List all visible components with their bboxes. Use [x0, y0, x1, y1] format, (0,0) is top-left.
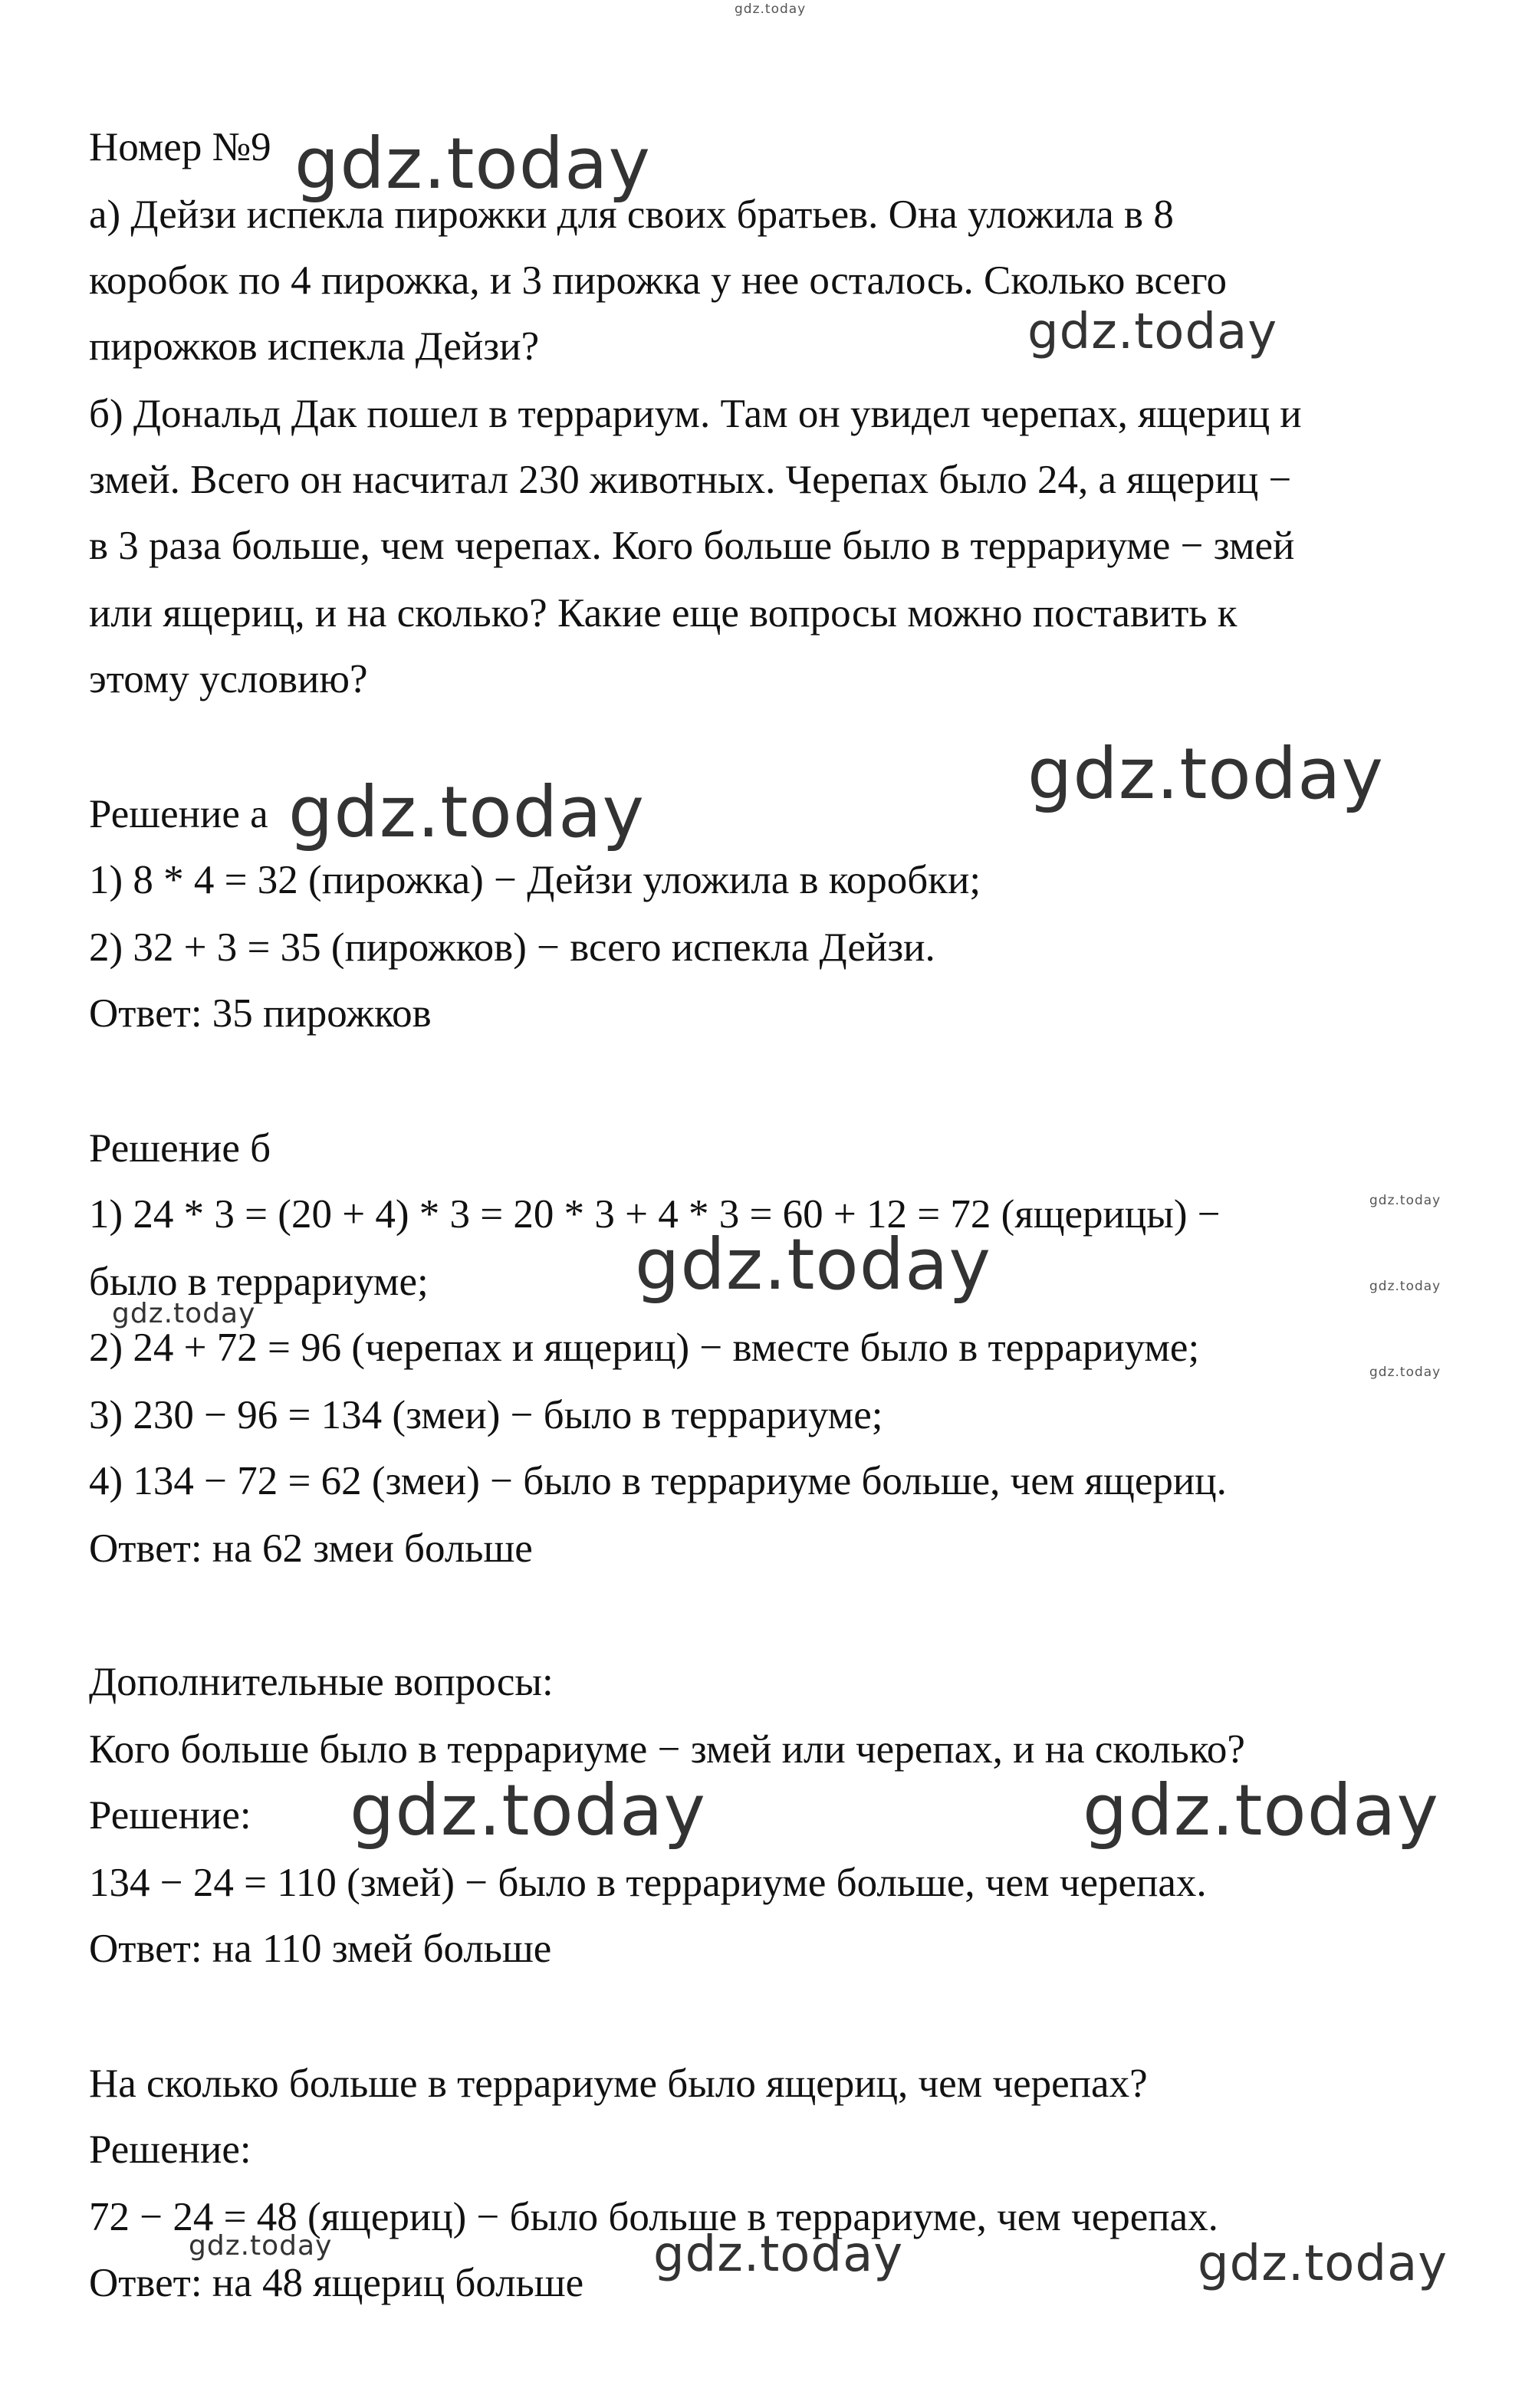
solution-a-heading: Решение а: [89, 792, 268, 836]
solution-b-step-3: 3) 230 − 96 = 134 (змеи) − было в террариуме;: [89, 1393, 883, 1437]
extra-q1-label: Решение:: [89, 1793, 251, 1838]
watermark: gdz.today: [635, 1224, 991, 1306]
solution-b-step-2: 2) 24 + 72 = 96 (черепах и ящериц) − вместе было в террариуме;: [89, 1326, 1200, 1370]
extra-q2-label: Решение:: [89, 2127, 251, 2172]
solution-a-answer: Ответ: 35 пирожков: [89, 991, 432, 1036]
watermark: gdz.today: [653, 2226, 904, 2283]
extra-q1-answer: Ответ: на 110 змей больше: [89, 1927, 552, 1971]
task-a-line-1: а) Дейзи испекла пирожки для своих братьев. Она уложила в 8: [89, 192, 1174, 237]
solution-b-step-4: 4) 134 − 72 = 62 (змеи) − было в террариуме больше, чем ящериц.: [89, 1459, 1227, 1503]
watermark: gdz.today: [294, 123, 651, 205]
extra-q2-step: 72 − 24 = 48 (ящериц) − было больше в террариуме, чем черепах.: [89, 2195, 1218, 2239]
task-b-line-2: змей. Всего он насчитал 230 животных. Черепах было 24, а ящериц −: [89, 458, 1292, 502]
task-title: Номер №9: [89, 125, 271, 169]
watermark: gdz.today: [350, 1769, 706, 1851]
watermark: gdz.today: [735, 2, 807, 17]
extra-heading: Дополнительные вопросы:: [89, 1660, 554, 1704]
watermark: gdz.today: [112, 1298, 256, 1329]
task-b-line-3: в 3 раза больше, чем черепах. Кого больше было в террариуме − змей: [89, 524, 1295, 568]
task-b-line-1: б) Дональд Дак пошел в террариум. Там он увидел черепах, ящериц и: [89, 392, 1302, 436]
watermark: gdz.today: [1369, 1193, 1441, 1208]
extra-q2-question: На сколько больше в террариуме было ящериц, чем черепах?: [89, 2061, 1148, 2106]
task-a-line-2: коробок по 4 пирожка, и 3 пирожка у нее осталось. Сколько всего: [89, 258, 1227, 303]
extra-q1-step: 134 − 24 = 110 (змей) − было в террариуме больше, чем черепах.: [89, 1861, 1207, 1905]
watermark: gdz.today: [1198, 2236, 1448, 2292]
watermark: gdz.today: [1083, 1769, 1439, 1851]
solution-b-step-1: 1) 24 * 3 = (20 + 4) * 3 = 20 * 3 + 4 * 3 = 60 + 12 = 72 (ящерицы) −: [89, 1192, 1221, 1237]
watermark: gdz.today: [1369, 1279, 1441, 1294]
solution-a-step-1: 1) 8 * 4 = 32 (пирожка) − Дейзи уложила в коробки;: [89, 858, 981, 902]
solution-b-heading: Решение б: [89, 1126, 271, 1171]
solution-a-step-2: 2) 32 + 3 = 35 (пирожков) − всего испекла Дейзи.: [89, 925, 935, 970]
task-b-line-4: или ящериц, и на сколько? Какие еще вопросы можно поставить к: [89, 591, 1238, 636]
extra-q1-question: Кого больше было в террариуме − змей или черепах, и на сколько?: [89, 1727, 1245, 1772]
watermark: gdz.today: [1369, 1365, 1441, 1380]
task-a-line-3: пирожков испекла Дейзи?: [89, 324, 540, 369]
solution-b-answer: Ответ: на 62 змеи больше: [89, 1526, 533, 1571]
solution-b-step-1-cont: было в террариуме;: [89, 1260, 429, 1304]
watermark: gdz.today: [1027, 733, 1384, 815]
task-b-line-5: этому условию?: [89, 657, 368, 701]
watermark: gdz.today: [189, 2230, 333, 2262]
extra-q2-answer: Ответ: на 48 ящериц больше: [89, 2261, 584, 2305]
watermark: gdz.today: [1027, 304, 1278, 360]
watermark: gdz.today: [288, 771, 645, 853]
